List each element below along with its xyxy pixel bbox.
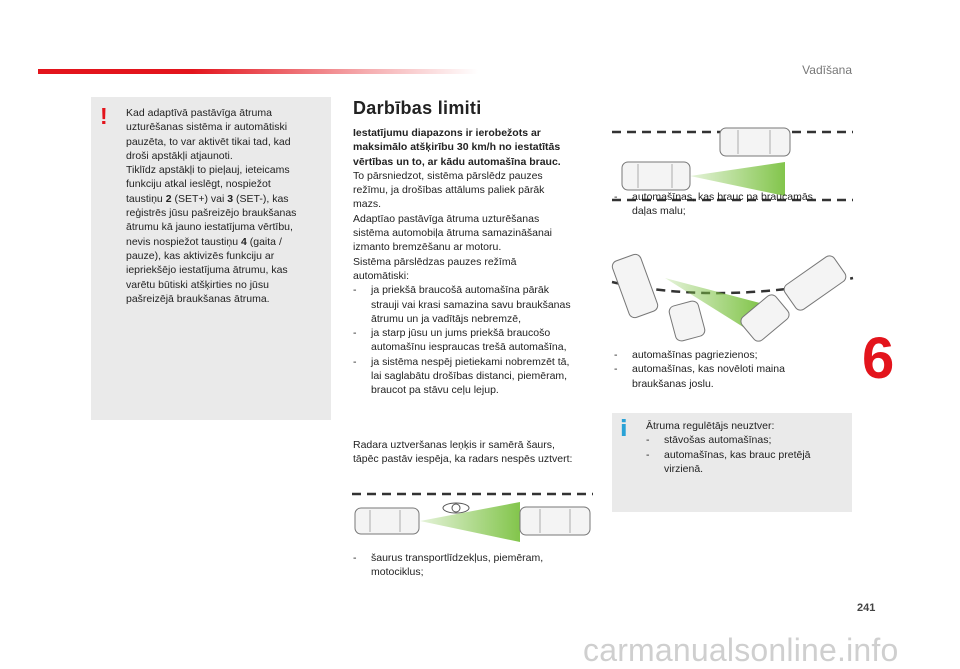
curve-illustration — [610, 248, 855, 343]
intro-bold: Iestatījumu diapazons ir ierobežots ar maksimālo atšķirību 30 km/h no iestatītās vērtības un to, ar kādu automašīna brauc. — [353, 127, 561, 168]
narrow-vehicle-illustration — [350, 484, 595, 544]
limits-text — [353, 126, 598, 398]
warning-text: Kad adaptīvā pastāvīga ātruma uzturēšanas sistēma ir automātiski pauzēta, to var aktivēt tikai tad, kad droši apstākļi atjaunoti. Tiklīdz apstākļi to pieļauj, ieteicams funkciju atkal ieslēgt, nospiežot taustiņu 2 (SET+) vai 3 (SET-), kas reģistrēs jūsu pašreizējo braukšanas ātrumu kā jauno iestatījuma vērtību, nevis nospiežot taustiņu 4 (gaita / pauze), kas aktivizēs funkciju ar iepriekšējo iestatījuma ātrumu, kas varētu būtiski atšķirties no jūsu pašreizējā braukšanas ātruma. — [126, 107, 297, 305]
page-number: 241 — [857, 602, 876, 614]
exclamation-icon: ! — [100, 103, 108, 129]
chapter-number: 6 — [862, 326, 895, 391]
header-accent-bar — [38, 69, 478, 74]
limits-paragraph: To pārsniedzot, sistēma pārslēdz pauzes režīmu, ja drošības attālums paliek pārāk mazs. Adaptīao pastāvīga ātruma uzturēšanas sistēma automobiļa ātruma samazināšanai izmanto bremzēšanu ar motoru. Sistēma pārslēdzas pauzes režīmā automātiski: — [353, 169, 553, 282]
lane-text: - automašīnas, kas brauc pa braucamās daļas malu; — [614, 191, 813, 218]
warning-box — [91, 97, 331, 420]
curve-text: - automašīnas pagriezienos; - automašīnas, kas novēloti maina braukšanas joslu. — [614, 349, 785, 390]
watermark: carmanualsonline.info — [583, 632, 899, 668]
info-text: Ātruma regulētājs neuztver: - stāvošas automašīnas; - automašīnas, kas brauc pretējā virzienā. — [646, 420, 811, 475]
radar-note: Radara uztveršanas leņķis ir samērā šaurs, tāpēc pastāv iespēja, ka radars nespēs uztvert: — [353, 439, 573, 466]
list-item: - ja priekšā braucošā automašīna pārāk strauji vai krasi samazina savu braukšanas ātrumu un ja vadītājs nebremzē, — [353, 284, 571, 325]
info-box — [612, 413, 852, 512]
info-icon: i — [620, 417, 628, 442]
list-item: - ja sistēma nespēj pietiekami nobremzēt tā, lai saglabātu drošības distanci, piemēram, braucot pa stāvu ceļu lejup. — [353, 355, 570, 397]
section-title: Vadīšana — [802, 63, 852, 77]
page-title: Darbības limiti — [353, 98, 482, 118]
narrow-vehicle-text: - šaurus transportlīdzekļus, piemēram, motociklus; — [353, 552, 544, 579]
list-item: - ja starp jūsu un jums priekšā braucošo automašīnu iespraucas trešā automašīna, — [353, 327, 567, 354]
